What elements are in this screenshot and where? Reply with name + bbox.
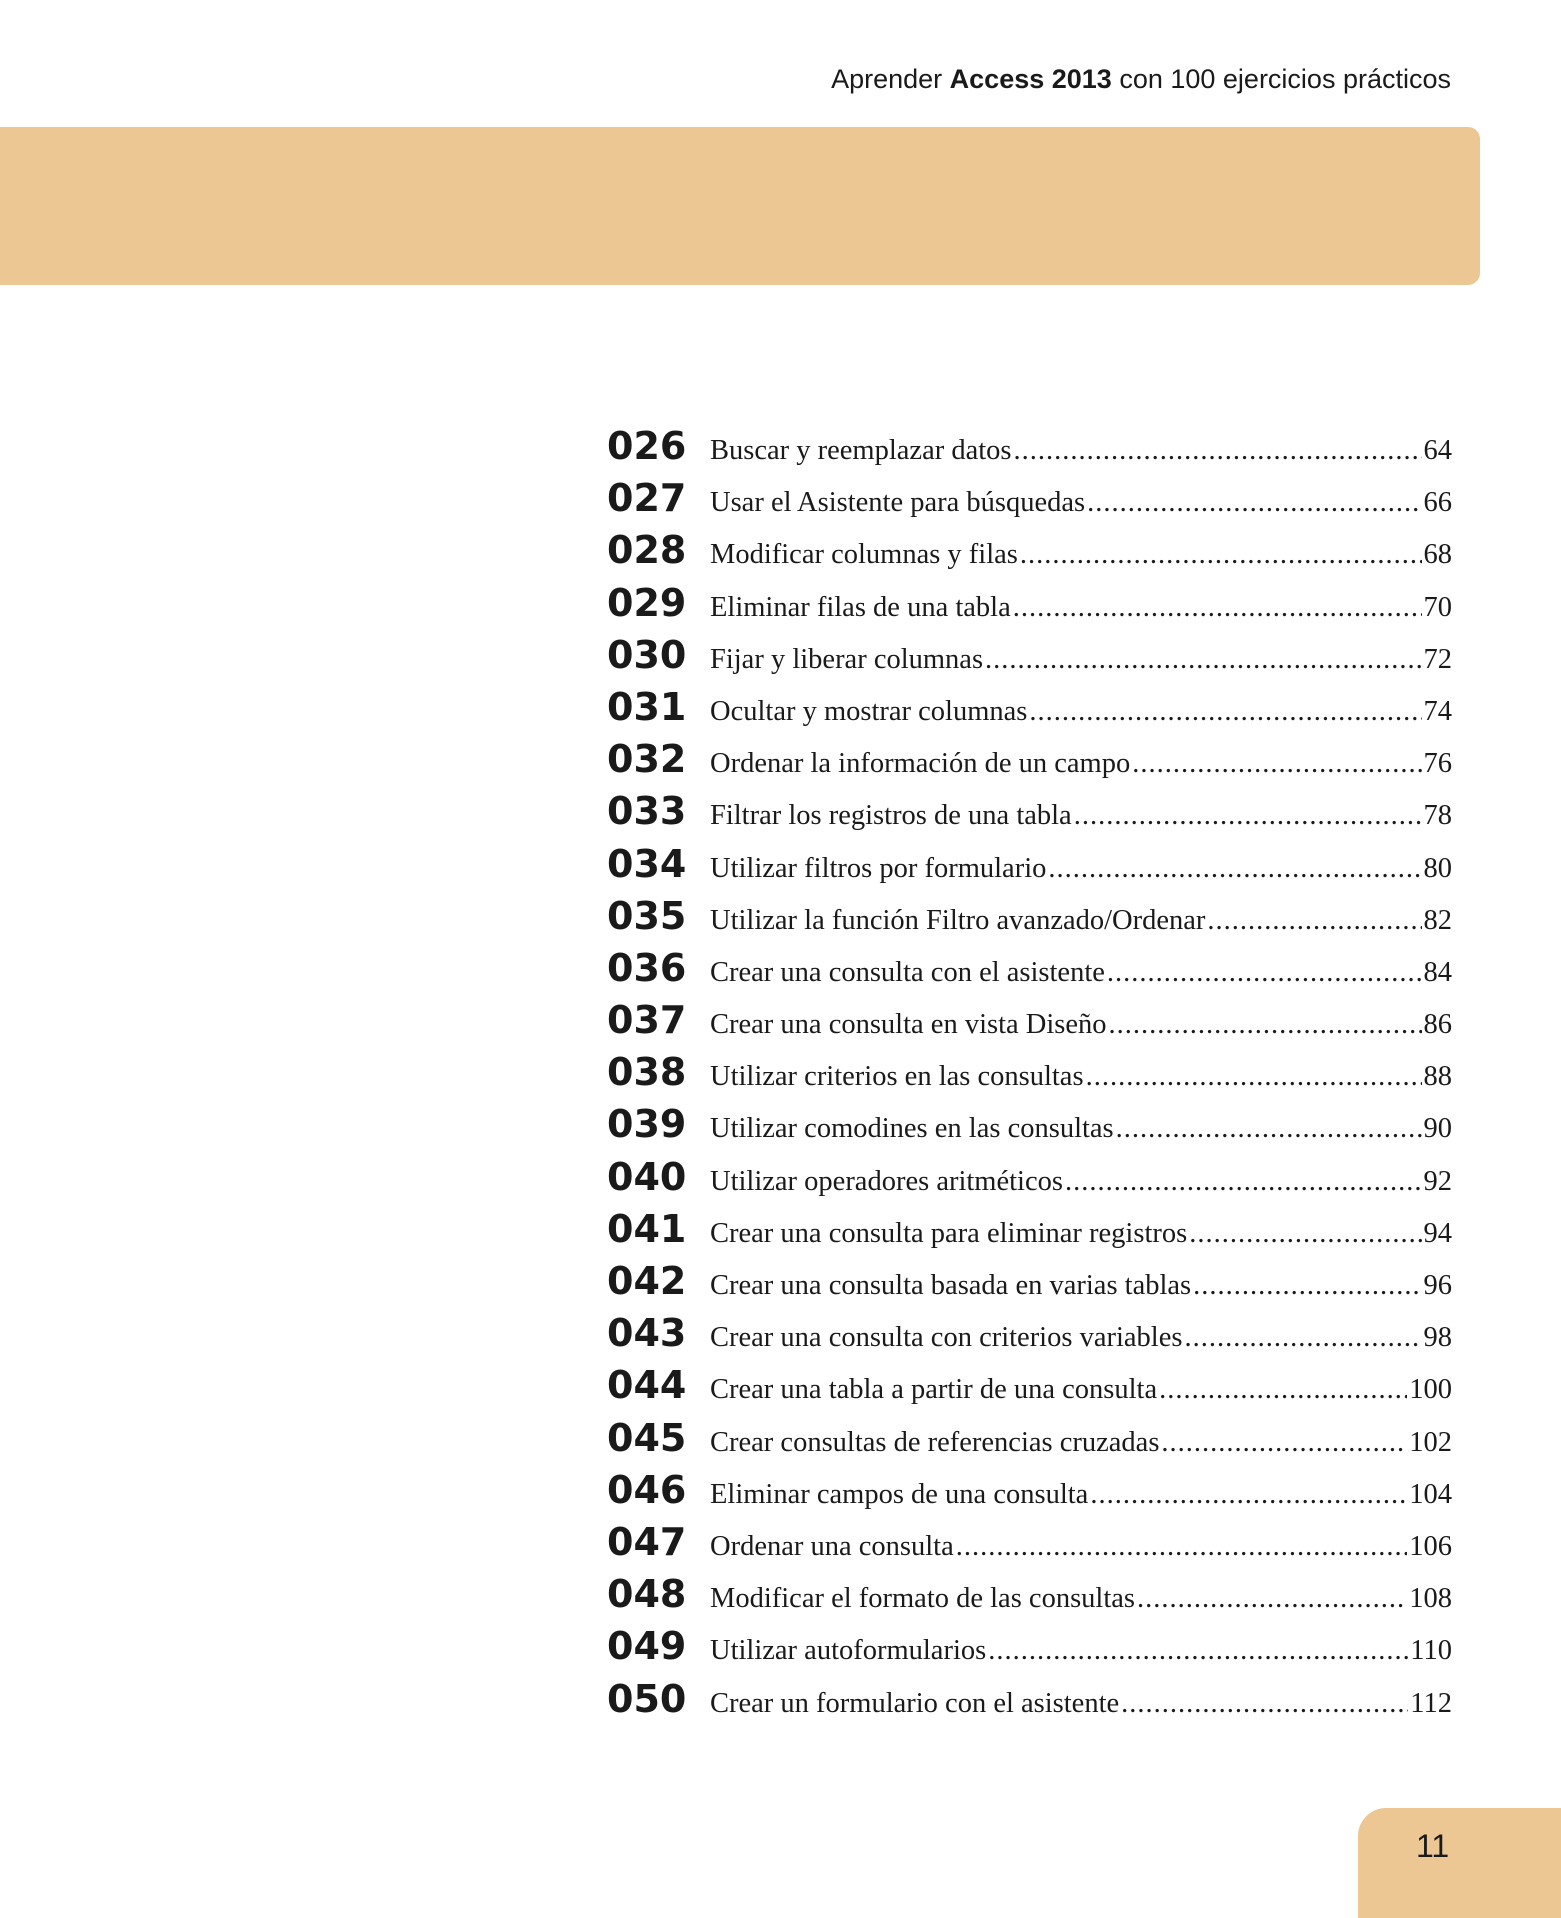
exercise-title: Eliminar filas de una tabla [710,591,1011,623]
exercise-number: 031 [607,684,687,729]
dot-leader [1116,1115,1422,1144]
page-number-tab [1358,1808,1561,1918]
exercise-number: 033 [607,789,687,834]
exercise-title: Modificar columnas y filas [710,539,1018,571]
dot-leader [956,1533,1408,1562]
page-number: 11 [1416,1828,1450,1864]
exercise-page: 80 [1423,852,1452,884]
exercise-page: 100 [1409,1374,1452,1406]
exercise-number: 029 [607,580,687,625]
exercise-number: 039 [607,1102,687,1147]
dot-leader [1020,541,1422,570]
dot-leader [1090,1481,1407,1510]
toc-entry[interactable] [607,1519,1452,1575]
toc-entry[interactable] [607,893,1452,949]
dot-leader [1207,907,1421,936]
dot-leader [1107,959,1422,988]
exercise-page: 92 [1423,1165,1452,1197]
exercise-title: Utilizar operadores aritméticos [710,1165,1063,1197]
exercise-page: 68 [1423,539,1452,571]
toc-entry[interactable] [607,1415,1452,1471]
exercise-title: Utilizar autoformularios [710,1635,987,1667]
exercise-title: Usar el Asistente para búsquedas [710,487,1086,519]
toc-entry[interactable] [607,1259,1452,1314]
toc-entry[interactable] [607,1467,1452,1523]
dot-leader [1086,1063,1422,1092]
dot-leader [1065,1168,1422,1197]
exercise-number: 050 [607,1676,687,1721]
dot-leader [1184,1324,1421,1353]
exercise-title: Buscar y reemplazar datos [710,435,1012,466]
exercise-page: 106 [1409,1530,1452,1562]
exercise-number: 044 [607,1363,687,1408]
toc-entry[interactable] [607,1624,1452,1679]
exercise-page: 86 [1423,1009,1452,1041]
toc-entry[interactable] [607,580,1452,636]
exercise-page: 72 [1423,643,1452,675]
dot-leader [1109,1011,1422,1040]
exercise-page: 108 [1409,1583,1452,1615]
exercise-page: 82 [1423,904,1452,936]
dot-leader [1013,594,1422,623]
header-prefix: Aprender [831,64,950,94]
exercise-number: 034 [607,841,687,886]
exercise-number: 027 [607,476,687,521]
exercise-page: 90 [1423,1113,1452,1145]
exercise-number: 045 [607,1415,687,1460]
toc-entry[interactable] [607,1206,1452,1262]
exercise-page: 74 [1423,695,1452,727]
exercise-title: Crear consultas de referencias cruzadas [710,1426,1160,1458]
exercise-title: Utilizar criterios en las consultas [710,1061,1084,1093]
exercise-page: 112 [1410,1687,1452,1719]
exercise-title: Modificar el formato de las consultas [710,1583,1135,1615]
exercise-title: Crear una consulta con criterios variables [710,1322,1183,1354]
exercise-title: Utilizar la función Filtro avanzado/Ordenar [710,904,1206,936]
exercise-page: 110 [1410,1635,1452,1667]
exercise-title: Filtrar los registros de una tabla [710,800,1072,832]
header-book-title: Access 2013 [949,64,1112,94]
toc-entry[interactable] [607,528,1452,583]
exercise-title: Crear una consulta para eliminar registros [710,1217,1188,1249]
dot-leader [1029,698,1421,727]
dot-leader [1074,802,1422,831]
dot-leader [1014,437,1422,466]
exercise-title: Crear una tabla a partir de una consulta [710,1374,1158,1406]
exercise-title: Utilizar filtros por formulario [710,852,1047,884]
exercise-number: 028 [607,528,687,573]
toc-entry[interactable] [607,632,1452,688]
header-suffix: con 100 ejercicios prácticos [1111,64,1451,94]
exercise-number: 047 [607,1519,687,1564]
dot-leader [1161,1429,1407,1458]
exercise-number: 035 [607,893,687,938]
toc-entry[interactable] [607,424,1452,479]
exercise-number: 041 [607,1206,687,1251]
exercise-number: 046 [607,1467,687,1512]
dot-leader [1193,1272,1421,1301]
exercise-title: Ordenar una consulta [710,1530,954,1562]
toc-entry[interactable] [607,1050,1452,1105]
exercise-title: Ordenar la información de un campo [710,748,1131,780]
running-header [831,64,1451,95]
exercise-page: 70 [1423,591,1452,623]
header-banner [0,127,1480,285]
exercise-page: 84 [1423,956,1452,988]
exercise-page: 98 [1423,1322,1452,1354]
exercise-title: Crear una consulta con el asistente [710,956,1105,988]
toc-entry[interactable] [607,841,1452,897]
dot-leader [1137,1585,1407,1614]
exercise-number: 048 [607,1572,687,1617]
dot-leader [1121,1690,1408,1719]
toc-entry[interactable] [607,1572,1452,1627]
exercise-number: 042 [607,1259,687,1303]
toc-entry[interactable] [607,1102,1452,1157]
dot-leader [988,1637,1408,1666]
toc-entry[interactable] [607,684,1452,740]
exercise-number: 032 [607,737,687,782]
toc-entry[interactable] [607,737,1452,792]
exercise-page: 64 [1423,435,1452,466]
exercise-title: Ocultar y mostrar columnas [710,695,1028,727]
exercise-title: Utilizar comodines en las consultas [710,1113,1114,1145]
exercise-number: 043 [607,1311,687,1356]
exercise-title: Crear una consulta en vista Diseño [710,1009,1107,1041]
exercise-number: 036 [607,945,687,990]
exercise-title: Crear un formulario con el asistente [710,1687,1120,1719]
exercise-page: 66 [1423,487,1452,519]
exercise-page: 78 [1423,800,1452,832]
toc-entry[interactable] [607,1311,1452,1366]
dot-leader [1132,750,1421,779]
exercise-page: 96 [1423,1270,1452,1301]
table-of-contents [607,424,1452,1732]
exercise-number: 030 [607,632,687,677]
dot-leader [985,646,1421,675]
exercise-number: 037 [607,998,687,1043]
exercise-title: Eliminar campos de una consulta [710,1478,1089,1510]
exercise-page: 102 [1409,1426,1452,1458]
exercise-title: Crear una consulta basada en varias tablas [710,1270,1192,1301]
exercise-number: 026 [607,424,687,468]
exercise-page: 104 [1409,1478,1452,1510]
toc-entry[interactable] [607,1676,1452,1732]
dot-leader [1189,1220,1421,1249]
toc-entry[interactable] [607,998,1452,1053]
dot-leader [1048,855,1421,884]
exercise-page: 88 [1423,1061,1452,1093]
exercise-number: 049 [607,1624,687,1669]
dot-leader [1159,1376,1407,1405]
exercise-page: 94 [1423,1217,1452,1249]
toc-entry[interactable] [607,789,1452,844]
exercise-number: 038 [607,1050,687,1095]
toc-entry[interactable] [607,476,1452,531]
exercise-page: 76 [1423,748,1452,780]
toc-entry[interactable] [607,1363,1452,1418]
exercise-title: Fijar y liberar columnas [710,643,984,675]
exercise-number: 040 [607,1154,687,1199]
toc-entry[interactable] [607,1154,1452,1210]
dot-leader [1087,489,1421,518]
toc-entry[interactable] [607,945,1452,1001]
